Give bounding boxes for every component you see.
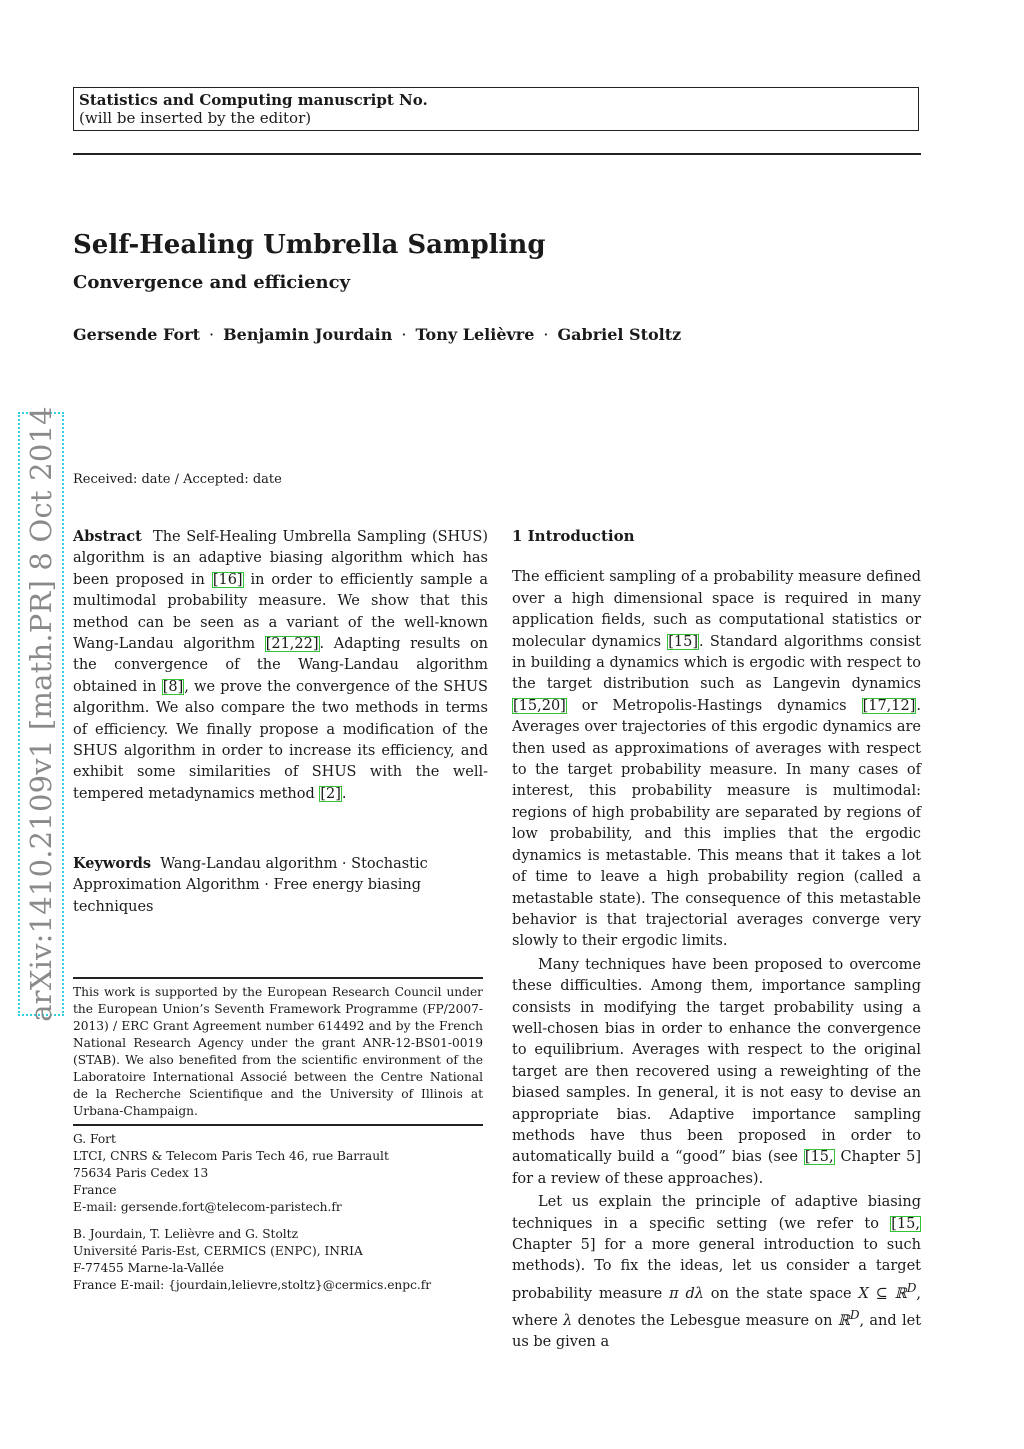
paragraph <box>512 1192 921 1354</box>
citation-link[interactable]: [15] <box>668 633 699 650</box>
paragraph-text: Chapter 5] for a more general introduction to such methods). To fix the ideas, let us consider a target probability measure <box>512 1237 921 1302</box>
paragraph-text: , where <box>512 1285 921 1329</box>
paragraph-text: Many techniques have been proposed to overcome these difficulties. Among them, importance sampling consists in modifying the target probability using a well-chosen bias in order to enhance the convergence to equilibrium. Averages with respect to the original target are then recovered using a reweighting of the biased samples. In general, it is not easy to devise an appropriate bias. Adaptive importance sampling methods have thus been proposed in order to automatically build a “good” bias (see <box>512 956 921 1166</box>
affiliation-line: B. Jourdain, T. Lelièvre and G. Stoltz <box>73 1227 299 1241</box>
header-rule <box>73 153 921 155</box>
paragraph-text: on the state space <box>703 1285 859 1302</box>
citation-link[interactable]: [15,20] <box>513 697 566 714</box>
funding-footnote: This work is supported by the European Research Council under the European Union’s Seventh Framework Programme (FP/2007-2013) / ERC Grant Agreement number 614492 and by the French National Research Agency under the grant ANR-12-BS01-0019 (STAB). We also benefited from the scientific environment of the Laboratoire International Associé between the Centre National de la Recherche Scientifique and the University of Illinois at Urbana-Champaign. <box>73 985 483 1118</box>
abstract-text: , we prove the convergence of the SHUS algorithm. We also compare the two methods in terms of efficiency. We finally propose a modification of the SHUS algorithm in order to increase its efficiency, and exhibit some similarities of SHUS with the well-tempered metadynamics method <box>73 678 488 802</box>
received-date: Received: date / Accepted: date <box>73 472 282 487</box>
affiliation-line: Université Paris-Est, CERMICS (ENPC), INRIA <box>73 1244 363 1258</box>
affiliation-line: France <box>73 1183 117 1197</box>
journal-header-box <box>73 87 919 131</box>
paragraph <box>512 955 921 1190</box>
paragraph-text: . Averages over trajectories of this ergodic dynamics are then used as approximations of averages with respect to the target probability measure. In many cases of interest, this probability measure is multimodal: regions of high probability are separated by regions of low probability, and this implies that the ergodic dynamics is metastable. This means that it takes a lot of time to leave a high probability region (called a metastable state). The consequence of this metastable behavior is that trajectorial averages converge very slowly to their ergodic limits. <box>512 697 921 950</box>
arxiv-stamp-text: arXiv:1410.2109v1 [math.PR] 8 Oct 2014 <box>24 406 58 1022</box>
paragraph-text: , and let us be given a <box>512 1312 922 1351</box>
citation-link[interactable]: [21,22] <box>265 636 319 653</box>
author-separator: · <box>209 325 215 344</box>
affiliation-line: LTCI, CNRS & Telecom Paris Tech 46, rue Barrault <box>73 1149 389 1163</box>
abstract-text: . Adapting results on the convergence of the Wang-Landau algorithm obtained in <box>73 636 489 695</box>
affiliation-email: E-mail: gersende.fort@telecom-paristech.fr <box>73 1200 342 1214</box>
author-separator: · <box>401 325 407 344</box>
paper-subtitle: Convergence and efficiency <box>73 272 351 293</box>
citation-link[interactable]: [15, <box>804 1149 834 1166</box>
journal-note: (will be inserted by the editor) <box>79 109 312 127</box>
math-expression: ℝ <box>837 1312 850 1329</box>
author: Benjamin Jourdain <box>223 325 393 344</box>
author-separator: · <box>543 325 549 344</box>
abstract-heading: Abstract <box>73 528 142 545</box>
paragraph-text: denotes the Lebesgue measure on <box>572 1312 838 1329</box>
footnote-rule <box>73 977 483 979</box>
citation-link[interactable]: [8] <box>162 678 184 695</box>
introduction-section <box>512 526 921 1354</box>
abstract-text: . <box>341 785 347 802</box>
paragraph-text: . Standard algorithms consist in building a dynamics which is ergodic with respect to the target distribution such as Langevin dynamics <box>512 633 922 693</box>
abstract-text: The Self-Healing Umbrella Sampling (SHUS) algorithm is an adaptive biasing algorithm which has been proposed in <box>73 529 488 588</box>
author: Gersende Fort <box>73 325 201 344</box>
citation-link[interactable]: [2] <box>320 785 341 802</box>
citation-link[interactable]: [17,12] <box>862 697 916 714</box>
affiliation-block-fort <box>73 1131 493 1216</box>
math-expression: λ <box>563 1312 573 1329</box>
author: Gabriel Stoltz <box>557 325 682 344</box>
affiliation-block-cermics <box>73 1226 493 1294</box>
affiliation-line: F-77455 Marne-la-Vallée <box>73 1261 224 1275</box>
citation-link[interactable]: [15, <box>891 1215 920 1232</box>
citation-link[interactable]: [16] <box>212 571 243 588</box>
keywords-text: Wang-Landau algorithm · Stochastic Approximation Algorithm · Free energy biasing techniques <box>73 856 428 915</box>
arxiv-stamp-link[interactable] <box>18 406 64 1022</box>
author: Tony Lelièvre <box>415 325 535 344</box>
paragraph-text: The efficient sampling of a probability measure defined over a high dimensional space is required in many application fields, such as computational statistics or molecular dynamics <box>512 569 921 650</box>
affiliation-line: 75634 Paris Cedex 13 <box>73 1166 209 1180</box>
abstract <box>73 526 488 805</box>
math-expression: X ⊆ ℝ <box>858 1285 907 1302</box>
affiliation-line: G. Fort <box>73 1132 116 1146</box>
keywords <box>73 853 463 918</box>
paper-title: Self-Healing Umbrella Sampling <box>73 230 546 260</box>
paragraph-text: or Metropolis-Hastings dynamics <box>566 697 862 714</box>
math-superscript: D <box>906 1280 917 1295</box>
paragraph-text: Let us explain the principle of adaptive biasing techniques in a specific setting (we refer to <box>512 1194 921 1232</box>
author-list <box>73 325 681 344</box>
paragraph-text: Chapter 5] for a review of these approaches). <box>512 1149 921 1187</box>
journal-name: Statistics and Computing manuscript No. <box>79 91 428 109</box>
keywords-heading: Keywords <box>73 855 152 872</box>
abstract-text: in order to efficiently sample a multimodal probability measure. We show that this method can be seen as a variant of the well-known Wang-Landau algorithm <box>73 571 488 653</box>
affiliation-rule <box>73 1124 483 1126</box>
paragraph <box>512 567 921 952</box>
math-expression: π dλ <box>669 1285 704 1302</box>
section-heading: 1 Introduction <box>512 527 635 545</box>
math-superscript: D <box>849 1308 860 1323</box>
affiliation-email: France E-mail: {jourdain,lelievre,stoltz}@cermics.enpc.fr <box>73 1278 432 1292</box>
